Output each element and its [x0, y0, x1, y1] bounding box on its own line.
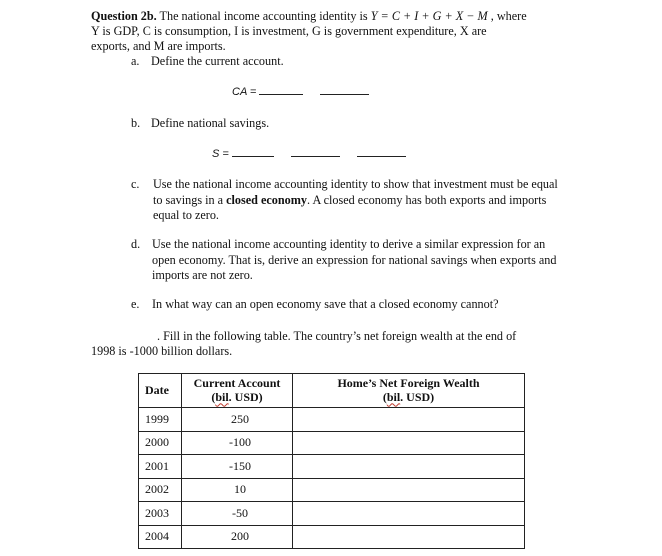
header-net-foreign-wealth: [293, 374, 525, 408]
header-nfw-unit: . USD): [400, 389, 435, 404]
header-nfw-line-1: Home’s Net Foreign Wealth: [337, 376, 480, 390]
s-blank-1[interactable]: [232, 146, 274, 157]
header-ca-unit: . USD): [228, 389, 263, 404]
part-f-line-2: 1998 is -1000 billion dollars.: [91, 344, 233, 358]
table-row: [139, 408, 525, 432]
header-nfw-paren: (: [382, 389, 387, 404]
cell-current-account: -100: [182, 431, 293, 455]
header-current-account-line-2: [211, 390, 262, 404]
header-current-account: [182, 374, 293, 408]
cell-date: 2002: [139, 478, 182, 502]
question-intro: The national income accounting identity is: [156, 9, 371, 23]
cell-net-foreign-wealth[interactable]: [293, 455, 525, 479]
part-f-line-1: . Fill in the following table. The country’s net foreign wealth at the end of: [157, 329, 517, 343]
header-date: Date: [139, 374, 182, 408]
ca-label: CA =: [232, 86, 257, 98]
cell-date: 2003: [139, 502, 182, 526]
table-row: [139, 455, 525, 479]
part-c-text-2: . A closed economy has both exports and imports equal to zero.: [153, 192, 547, 222]
cell-net-foreign-wealth[interactable]: [293, 408, 525, 432]
part-c-text: [153, 177, 563, 224]
part-d-letter: d.: [131, 237, 141, 251]
cell-date: 1999: [139, 408, 182, 432]
part-e-text: In what way can an open economy save that a closed economy cannot?: [152, 297, 499, 311]
question-line-3: exports, and M are imports.: [91, 39, 226, 53]
closed-economy-term: closed economy: [226, 192, 308, 207]
header-ca-paren: (: [211, 389, 216, 404]
s-blank-2[interactable]: [291, 146, 340, 157]
ca-equation: [232, 84, 369, 99]
cell-date: 2000: [139, 431, 182, 455]
part-e-letter: e.: [131, 297, 140, 311]
wealth-table: [138, 373, 525, 549]
cell-current-account: 250: [182, 408, 293, 432]
identity-equation: Y = C + I + G + X − M: [370, 9, 488, 23]
header-nfw-bil: bil: [386, 389, 401, 404]
part-a-letter: a.: [131, 54, 140, 68]
cell-current-account: 10: [182, 478, 293, 502]
part-a-text: Define the current account.: [151, 54, 284, 68]
part-c-text-1: Use the national income accounting identity to show that investment must be equal to savings in a: [153, 177, 558, 207]
cell-current-account: 200: [182, 525, 293, 549]
ca-blank-1[interactable]: [259, 84, 303, 95]
cell-net-foreign-wealth[interactable]: [293, 431, 525, 455]
cell-net-foreign-wealth[interactable]: [293, 478, 525, 502]
s-equation: [212, 146, 406, 161]
question-header: [91, 9, 527, 24]
table-row: [139, 431, 525, 455]
s-label: S =: [212, 148, 229, 160]
table-row: [139, 525, 525, 549]
table-header-row: [139, 374, 525, 408]
s-blank-3[interactable]: [357, 146, 406, 157]
ca-blank-2[interactable]: [320, 84, 369, 95]
table-row: [139, 502, 525, 526]
cell-current-account: -50: [182, 502, 293, 526]
table-row: [139, 478, 525, 502]
part-c-letter: c.: [131, 177, 140, 191]
part-d-text: Use the national income accounting identity to derive a similar expression for an open economy. That is, derive an expression for national savings when exports and imports are not zero.: [152, 237, 557, 282]
cell-date: 2004: [139, 525, 182, 549]
cell-current-account: -150: [182, 455, 293, 479]
question-title: Question 2b.: [91, 9, 157, 23]
part-b-letter: b.: [131, 116, 141, 130]
header-current-account-line-1: Current Account: [193, 376, 281, 390]
question-intro-end: , where: [487, 9, 527, 23]
question-line-2: Y is GDP, C is consumption, I is investment, G is government expenditure, X are: [91, 24, 487, 38]
header-nfw-line-2: [383, 390, 434, 404]
cell-net-foreign-wealth[interactable]: [293, 502, 525, 526]
cell-net-foreign-wealth[interactable]: [293, 525, 525, 549]
part-b-text: Define national savings.: [151, 116, 270, 130]
header-ca-bil: bil: [215, 389, 229, 404]
cell-date: 2001: [139, 455, 182, 479]
